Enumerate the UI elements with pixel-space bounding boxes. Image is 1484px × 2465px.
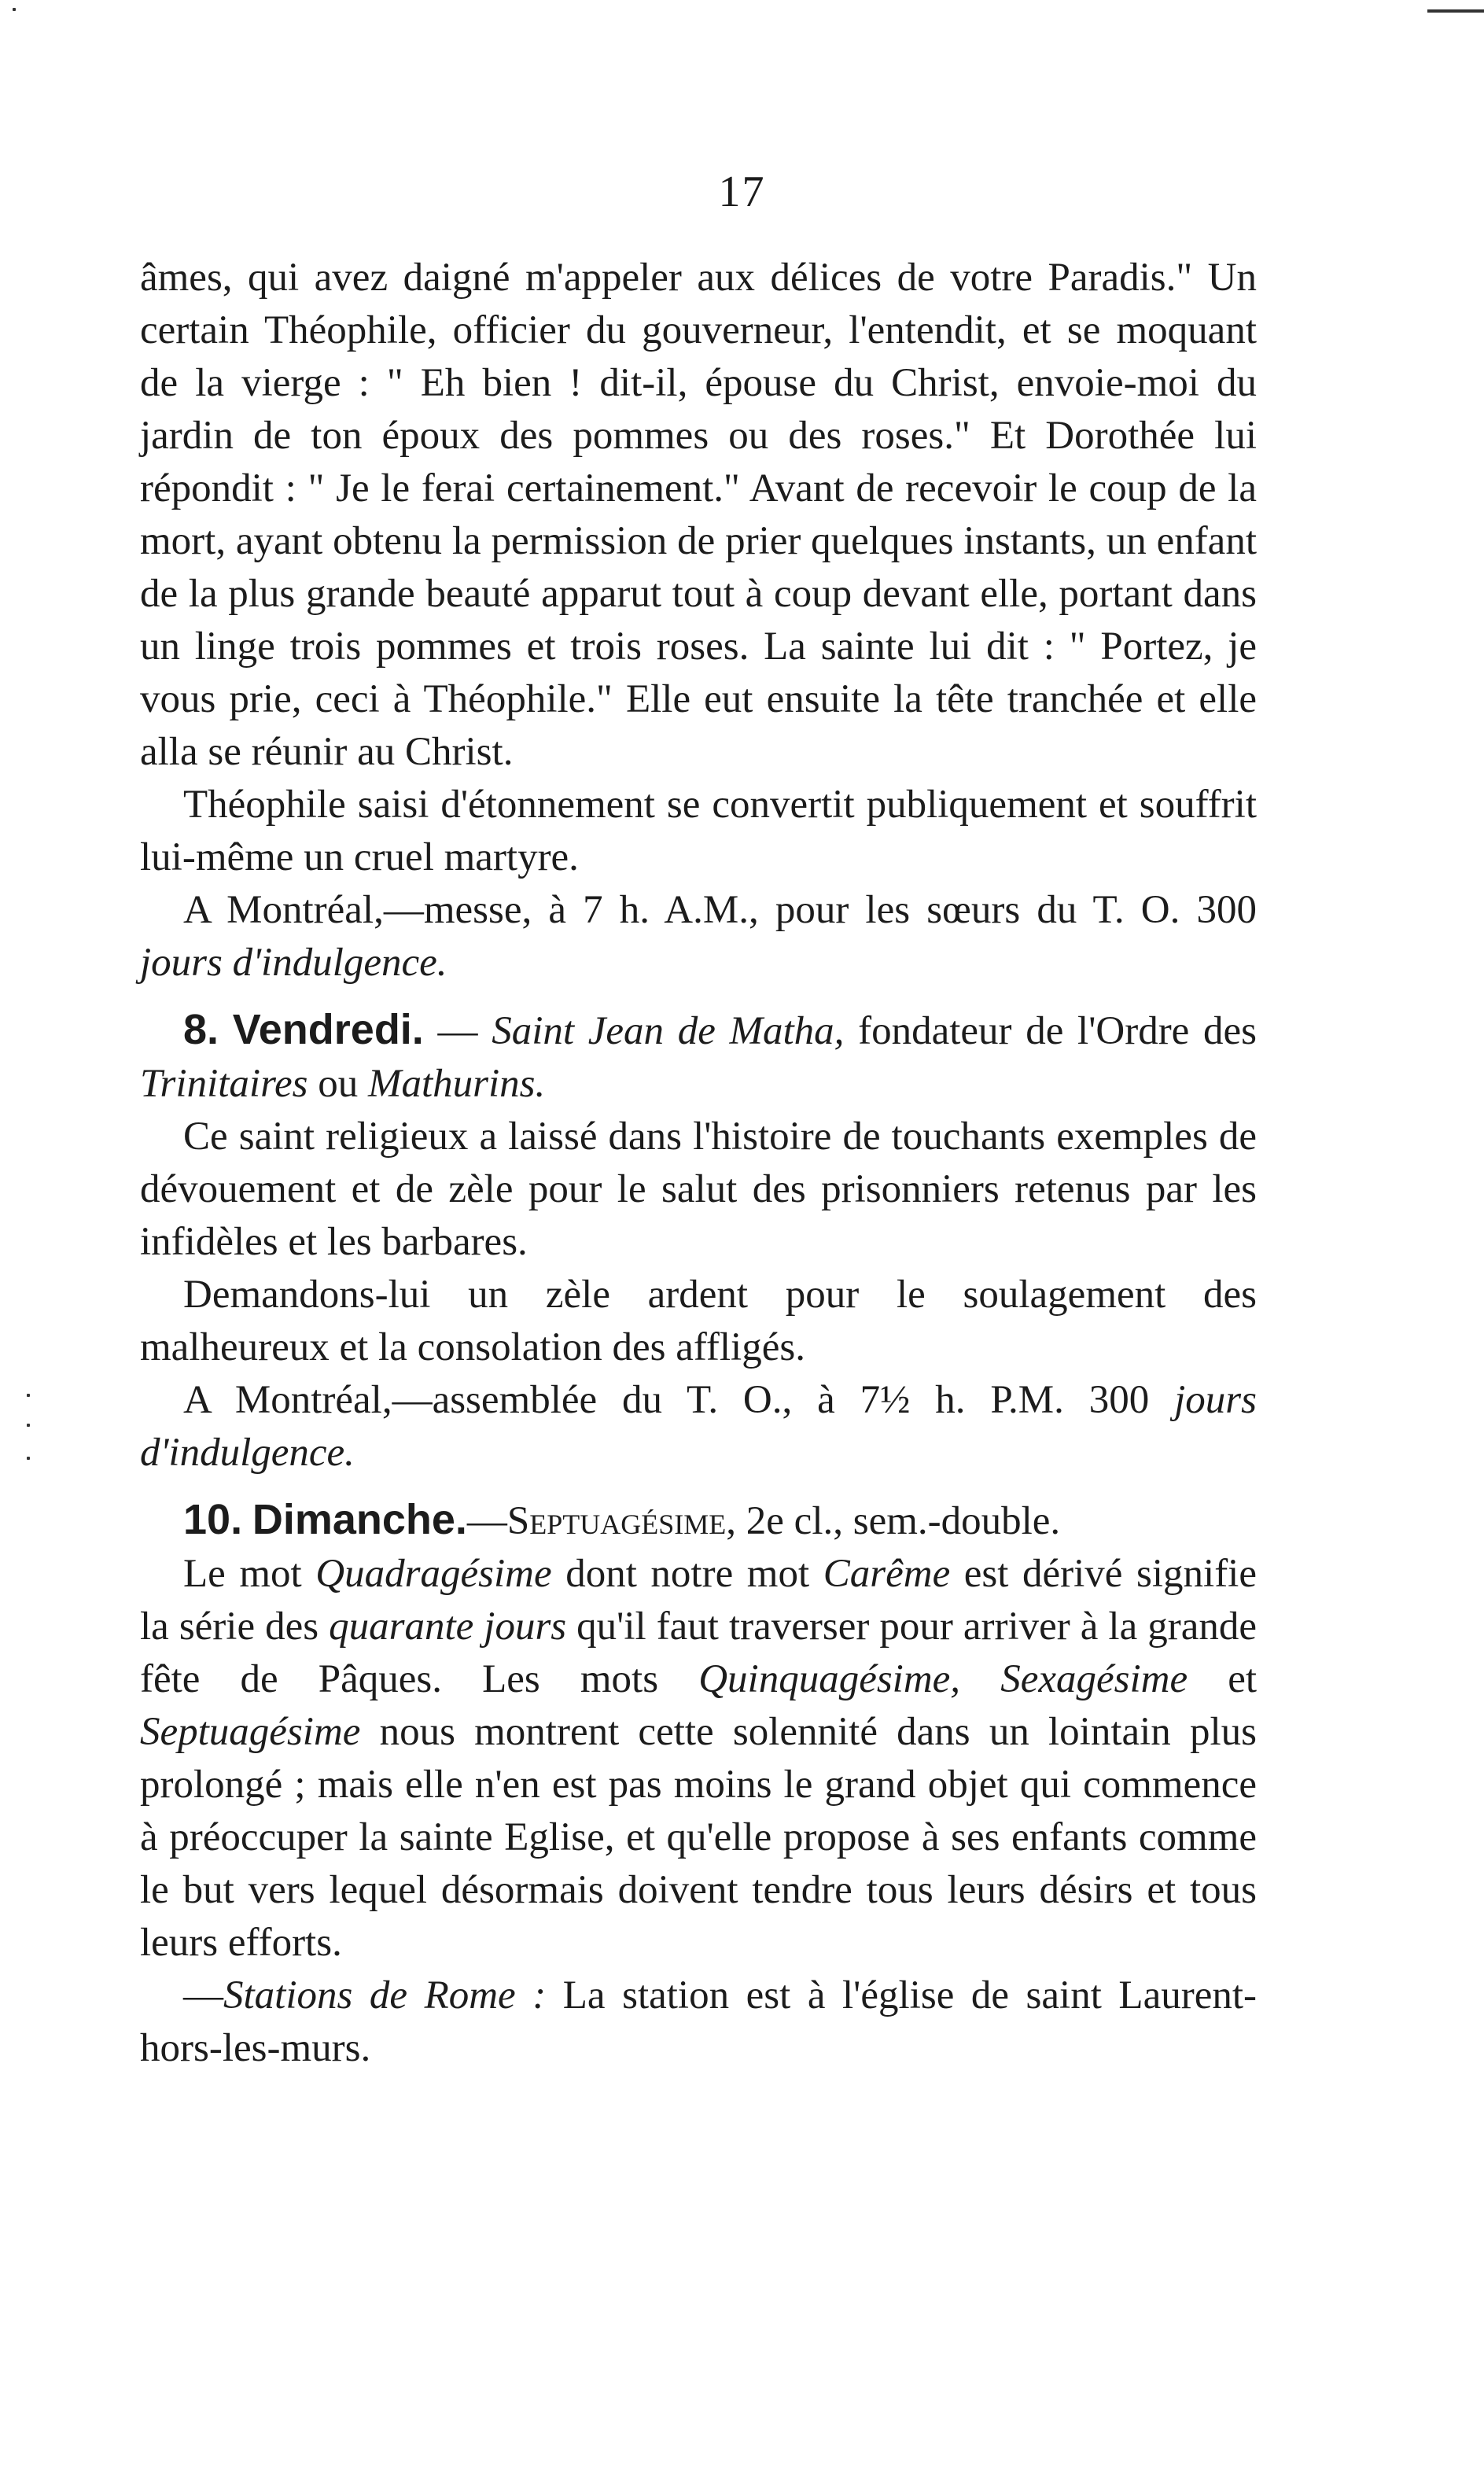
paragraph-prayer bbox=[140, 1269, 1257, 1374]
margin-speck bbox=[27, 1394, 30, 1397]
term: Sexagésime bbox=[1000, 1657, 1188, 1701]
paragraph-saint-example bbox=[140, 1111, 1257, 1269]
paragraph-text: La station est à l'église de saint Laurent-hors-les-murs. bbox=[140, 1973, 1257, 2070]
paragraph-montreal-assembly bbox=[140, 1374, 1257, 1479]
order-name: Trinitaires bbox=[140, 1062, 308, 1106]
day-name: Vendredi. bbox=[232, 1006, 424, 1053]
entry-text: ou bbox=[307, 1062, 369, 1106]
order-name: Mathurins. bbox=[368, 1062, 546, 1106]
term: quarante jours bbox=[329, 1605, 567, 1649]
paragraph-dorothee-martyrdom bbox=[140, 252, 1257, 779]
paragraph-text: qu'il faut traverser pour arriver à la grande fête de Pâques. Les mots bbox=[140, 1605, 1257, 1701]
paragraph-text: âmes, qui avez daigné m'appeler aux délices de votre Paradis." Un certain Théophile, officier du gouverneur, l'entendit, et se moquant de la vierge : " Eh bien ! dit-il, épouse du Christ, envoie-moi du jardin de ton époux des pommes ou des roses." Et Dorothée lui répondit : " Je le ferai certainement." Avant de recevoir le coup de la mort, ayant obtenu la permission de prier quelques instants, un enfant de la plus grande beauté apparut tout à coup devant elle, portant dans un linge trois pommes et trois roses. La sainte lui dit : " Portez, je vous prie, ceci à Théophile." Elle eut ensuite la tête tranchée et elle alla se réunir au Christ. bbox=[140, 256, 1257, 774]
dash: — bbox=[466, 1499, 507, 1543]
page-number: 17 bbox=[718, 168, 766, 216]
paragraph-stations bbox=[140, 1969, 1257, 2075]
paragraph-text: A Montréal,—messe, à 7 h. A.M., pour les sœurs du T. O. 300 bbox=[183, 888, 1257, 932]
paragraph-text: Le mot bbox=[183, 1552, 316, 1596]
day-number: 10. bbox=[183, 1496, 243, 1543]
paragraph-quadragesime bbox=[140, 1548, 1257, 1969]
paragraph-theophile-conversion bbox=[140, 779, 1257, 884]
term: Carême bbox=[823, 1552, 951, 1596]
paragraph-text: A Montréal,—assemblée du T. O., à 7½ h. P.M. 300 bbox=[183, 1378, 1150, 1422]
paragraph-text: et bbox=[1188, 1657, 1258, 1701]
margin-speck bbox=[27, 1457, 30, 1460]
paragraph-text: Demandons-lui un zèle ardent pour le soulagement des malheureux et la consolation des affligés. bbox=[140, 1273, 1257, 1369]
dash: — bbox=[423, 1009, 492, 1053]
indulgence-text: jours d'indulgence. bbox=[140, 1378, 1258, 1475]
entry-sunday-10 bbox=[140, 1494, 1257, 1548]
term: Septuagésime bbox=[140, 1710, 361, 1754]
day-name: Dimanche. bbox=[252, 1496, 467, 1543]
margin-speck bbox=[27, 1424, 30, 1427]
margin-speck bbox=[13, 8, 16, 11]
term: Quadragésime bbox=[315, 1552, 552, 1596]
paragraph-text: est dérivé signifie la série des bbox=[140, 1552, 1257, 1649]
entry-text: , 2e cl., sem.-double. bbox=[726, 1499, 1061, 1543]
paragraph-montreal-mass bbox=[140, 884, 1257, 989]
indulgence-text: jours d'indulgence. bbox=[140, 941, 447, 985]
paragraph-text: Ce saint religieux a laissé dans l'histoire de touchants exemples de dévouement et de zèle pour le salut des prisonniers retenus par les infidèles et les barbares. bbox=[140, 1115, 1257, 1264]
page-body bbox=[140, 252, 1257, 2075]
paragraph-text: dont notre mot bbox=[551, 1552, 823, 1596]
top-rule bbox=[1427, 9, 1484, 13]
entry-friday-8 bbox=[140, 1004, 1257, 1111]
saint-name: Saint Jean de Matha, bbox=[492, 1009, 845, 1053]
term: Quinquagésime, bbox=[698, 1657, 961, 1701]
stations-heading: Stations de Rome : bbox=[223, 1973, 547, 2017]
paragraph-text: Théophile saisi d'étonnement se convertit publiquement et souffrit lui-même un cruel martyre. bbox=[140, 783, 1257, 879]
liturgical-season: Septuagésime bbox=[506, 1499, 727, 1543]
day-number: 8. bbox=[183, 1006, 219, 1053]
paragraph-text: nous montrent cette solennité dans un lointain plus prolongé ; mais elle n'en est pas moins le grand objet qui commence à préoccuper la sainte Eglise, et qu'elle propose à ses enfants comme le but vers lequel désormais doivent tendre tous leurs désirs et tous leurs efforts. bbox=[140, 1710, 1257, 1965]
entry-text: fondateur de l'Ordre des bbox=[844, 1009, 1257, 1053]
dash: — bbox=[183, 1973, 223, 2017]
